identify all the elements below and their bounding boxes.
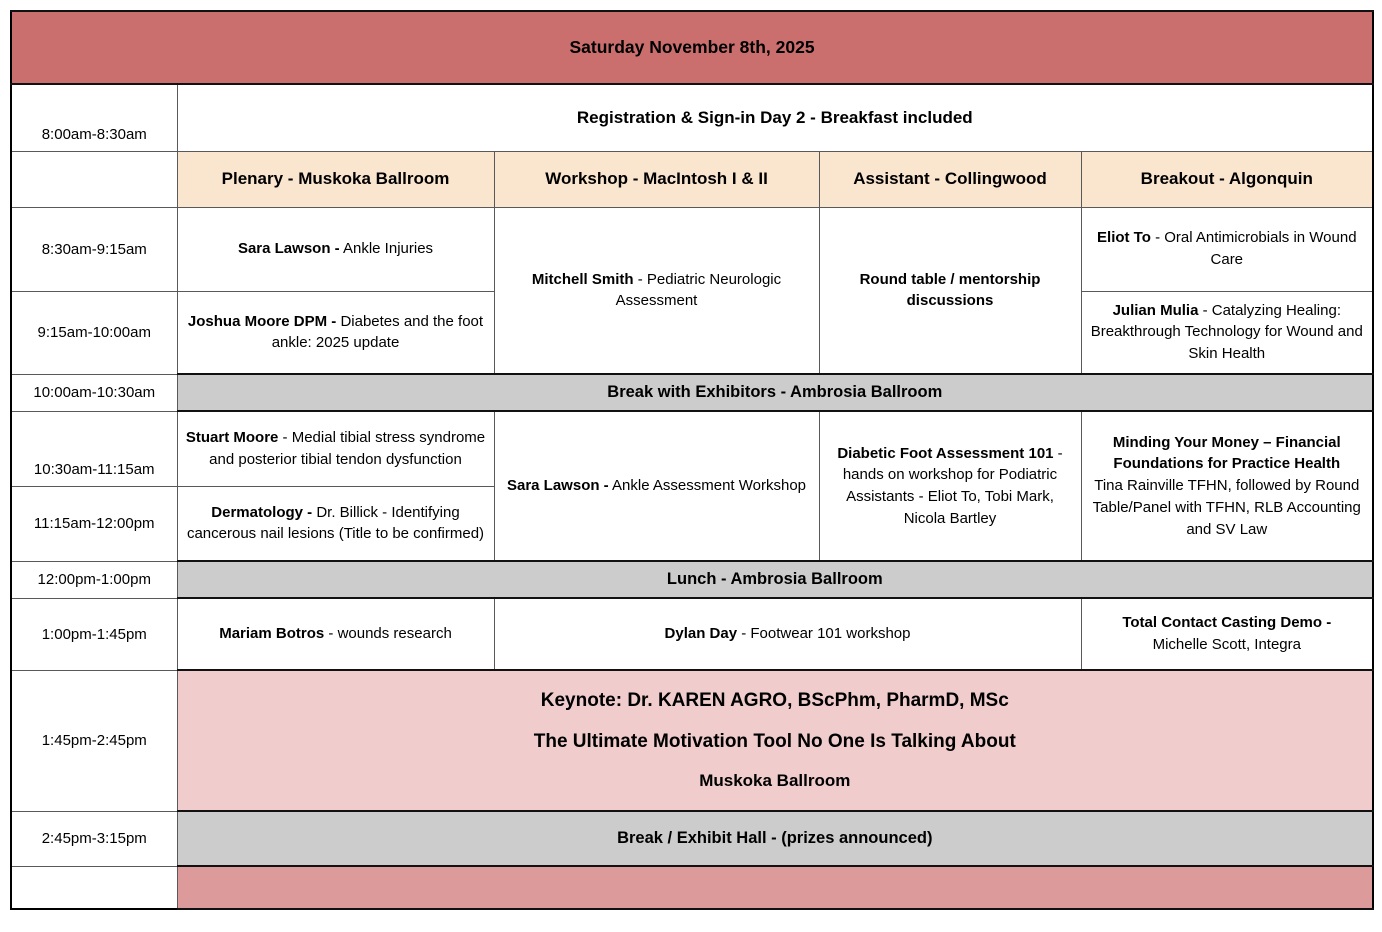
time-cell-empty-header <box>11 151 177 207</box>
break-exhibit-hall-label: Break / Exhibit Hall - (prizes announced) <box>177 811 1373 866</box>
session-dermatology <box>177 486 494 561</box>
keynote-speaker: Keynote: Dr. KAREN AGRO, BScPhm, PharmD, MSc <box>540 689 1009 711</box>
session-round-table <box>819 207 1081 374</box>
keynote-row <box>11 670 1373 811</box>
session-title-bold: Dermatology - <box>211 503 313 521</box>
session-title: Ankle Assessment Workshop <box>608 477 807 495</box>
speaker-name: Sara Lawson - <box>506 477 609 495</box>
speaker-name: Mitchell Smith <box>531 270 634 288</box>
lunch-row <box>11 561 1373 598</box>
time-cell-slot4: 11:15am-12:00pm <box>11 486 177 561</box>
footer-row <box>11 866 1373 909</box>
session-title: - wounds research <box>324 625 452 643</box>
time-cell-break2: 2:45pm-3:15pm <box>11 811 177 866</box>
time-cell-slot2: 9:15am-10:00am <box>11 291 177 374</box>
track-header-breakout: Breakout - Algonquin <box>1081 151 1373 207</box>
day-title: Saturday November 8th, 2025 <box>11 11 1373 84</box>
time-cell-slot1: 8:30am-9:15am <box>11 207 177 291</box>
speaker-name: Sara Lawson - <box>237 240 340 258</box>
session-title: - Pediatric Neurologic Assessment <box>615 270 782 310</box>
speaker-name: Mariam Botros <box>219 625 325 643</box>
speaker-name: Dylan Day <box>664 625 738 643</box>
session-julian-mulia <box>1081 291 1373 374</box>
conference-schedule-table <box>10 10 1374 910</box>
break2-row <box>11 811 1373 866</box>
session-mitchell-smith <box>494 207 819 374</box>
session-title-bold: Minding Your Money – Financial Foundations for Practice Health <box>1112 433 1341 473</box>
slot5-row <box>11 598 1373 670</box>
session-title: - Medial tibial stress syndrome and posterior tibial tendon dysfunction <box>209 429 486 468</box>
session-sara-injuries <box>177 207 494 291</box>
speaker-name: Joshua Moore DPM - <box>187 312 337 330</box>
track-header-plenary: Plenary - Muskoka Ballroom <box>177 151 494 207</box>
session-joshua-moore <box>177 291 494 374</box>
session-speakers: Michelle Scott, Integra <box>1152 636 1301 653</box>
registration-label: Registration & Sign-in Day 2 - Breakfast included <box>177 84 1373 151</box>
slot3-row <box>11 411 1373 486</box>
session-speakers: Tina Rainville TFHN, followed by Round Table/Panel with TFHN, RLB Accounting and SV Law <box>1092 477 1361 538</box>
speaker-name: Eliot To <box>1097 229 1151 247</box>
session-sara-workshop <box>494 411 819 561</box>
time-cell-footer-empty <box>11 866 177 909</box>
track-header-row <box>11 151 1373 207</box>
session-mariam-botros <box>177 598 494 670</box>
speaker-name: Julian Mulia <box>1112 301 1199 319</box>
keynote-cell <box>177 670 1373 811</box>
keynote-title: The Ultimate Motivation Tool No One Is Talking About <box>533 730 1016 752</box>
session-title: - Oral Antimicrobials in Wound Care <box>1150 229 1357 268</box>
slot1-row <box>11 207 1373 291</box>
session-total-contact <box>1081 598 1373 670</box>
session-diabetic-foot <box>819 411 1081 561</box>
speaker-name: Stuart Moore <box>185 429 279 446</box>
time-cell-registration: 8:00am-8:30am <box>11 84 177 151</box>
day-banner-row <box>11 11 1373 84</box>
session-title-bold: Total Contact Casting Demo - <box>1122 614 1332 632</box>
session-stuart-moore <box>177 411 494 486</box>
break1-row <box>11 374 1373 411</box>
time-cell-slot3: 10:30am-11:15am <box>11 411 177 486</box>
session-minding-money <box>1081 411 1373 561</box>
keynote-location: Muskoka Ballroom <box>699 771 851 791</box>
time-cell-lunch: 12:00pm-1:00pm <box>11 561 177 598</box>
session-eliot-to <box>1081 207 1373 291</box>
track-header-assistant: Assistant - Collingwood <box>819 151 1081 207</box>
keynote-content <box>186 671 1365 810</box>
track-header-workshop: Workshop - MacIntosh I & II <box>494 151 819 207</box>
session-title: Ankle Injuries <box>339 240 434 258</box>
break-exhibitors-label: Break with Exhibitors - Ambrosia Ballroom <box>177 374 1373 411</box>
session-title: - Catalyzing Healing: Breakthrough Technology for Wound and Skin Health <box>1090 301 1363 363</box>
session-title: Round table / mentorship discussions <box>859 270 1041 310</box>
session-title-bold: Diabetic Foot Assessment 101 <box>837 444 1054 462</box>
session-title: - Footwear 101 workshop <box>737 625 911 643</box>
session-dylan-day <box>494 598 1081 670</box>
time-cell-break1: 10:00am-10:30am <box>11 374 177 411</box>
session-title: Dr. Billick - Identifying cancerous nail lesions (Title to be confirmed) <box>186 503 485 543</box>
registration-row <box>11 84 1373 151</box>
session-title: - hands on workshop for Podiatric Assistants - Eliot To, Tobi Mark, Nicola Bartley <box>842 444 1063 527</box>
time-cell-keynote: 1:45pm-2:45pm <box>11 670 177 811</box>
footer-color-bar <box>177 866 1373 909</box>
time-cell-slot5: 1:00pm-1:45pm <box>11 598 177 670</box>
session-title: Diabetes and the foot ankle: 2025 update <box>271 312 484 352</box>
lunch-label: Lunch - Ambrosia Ballroom <box>177 561 1373 598</box>
